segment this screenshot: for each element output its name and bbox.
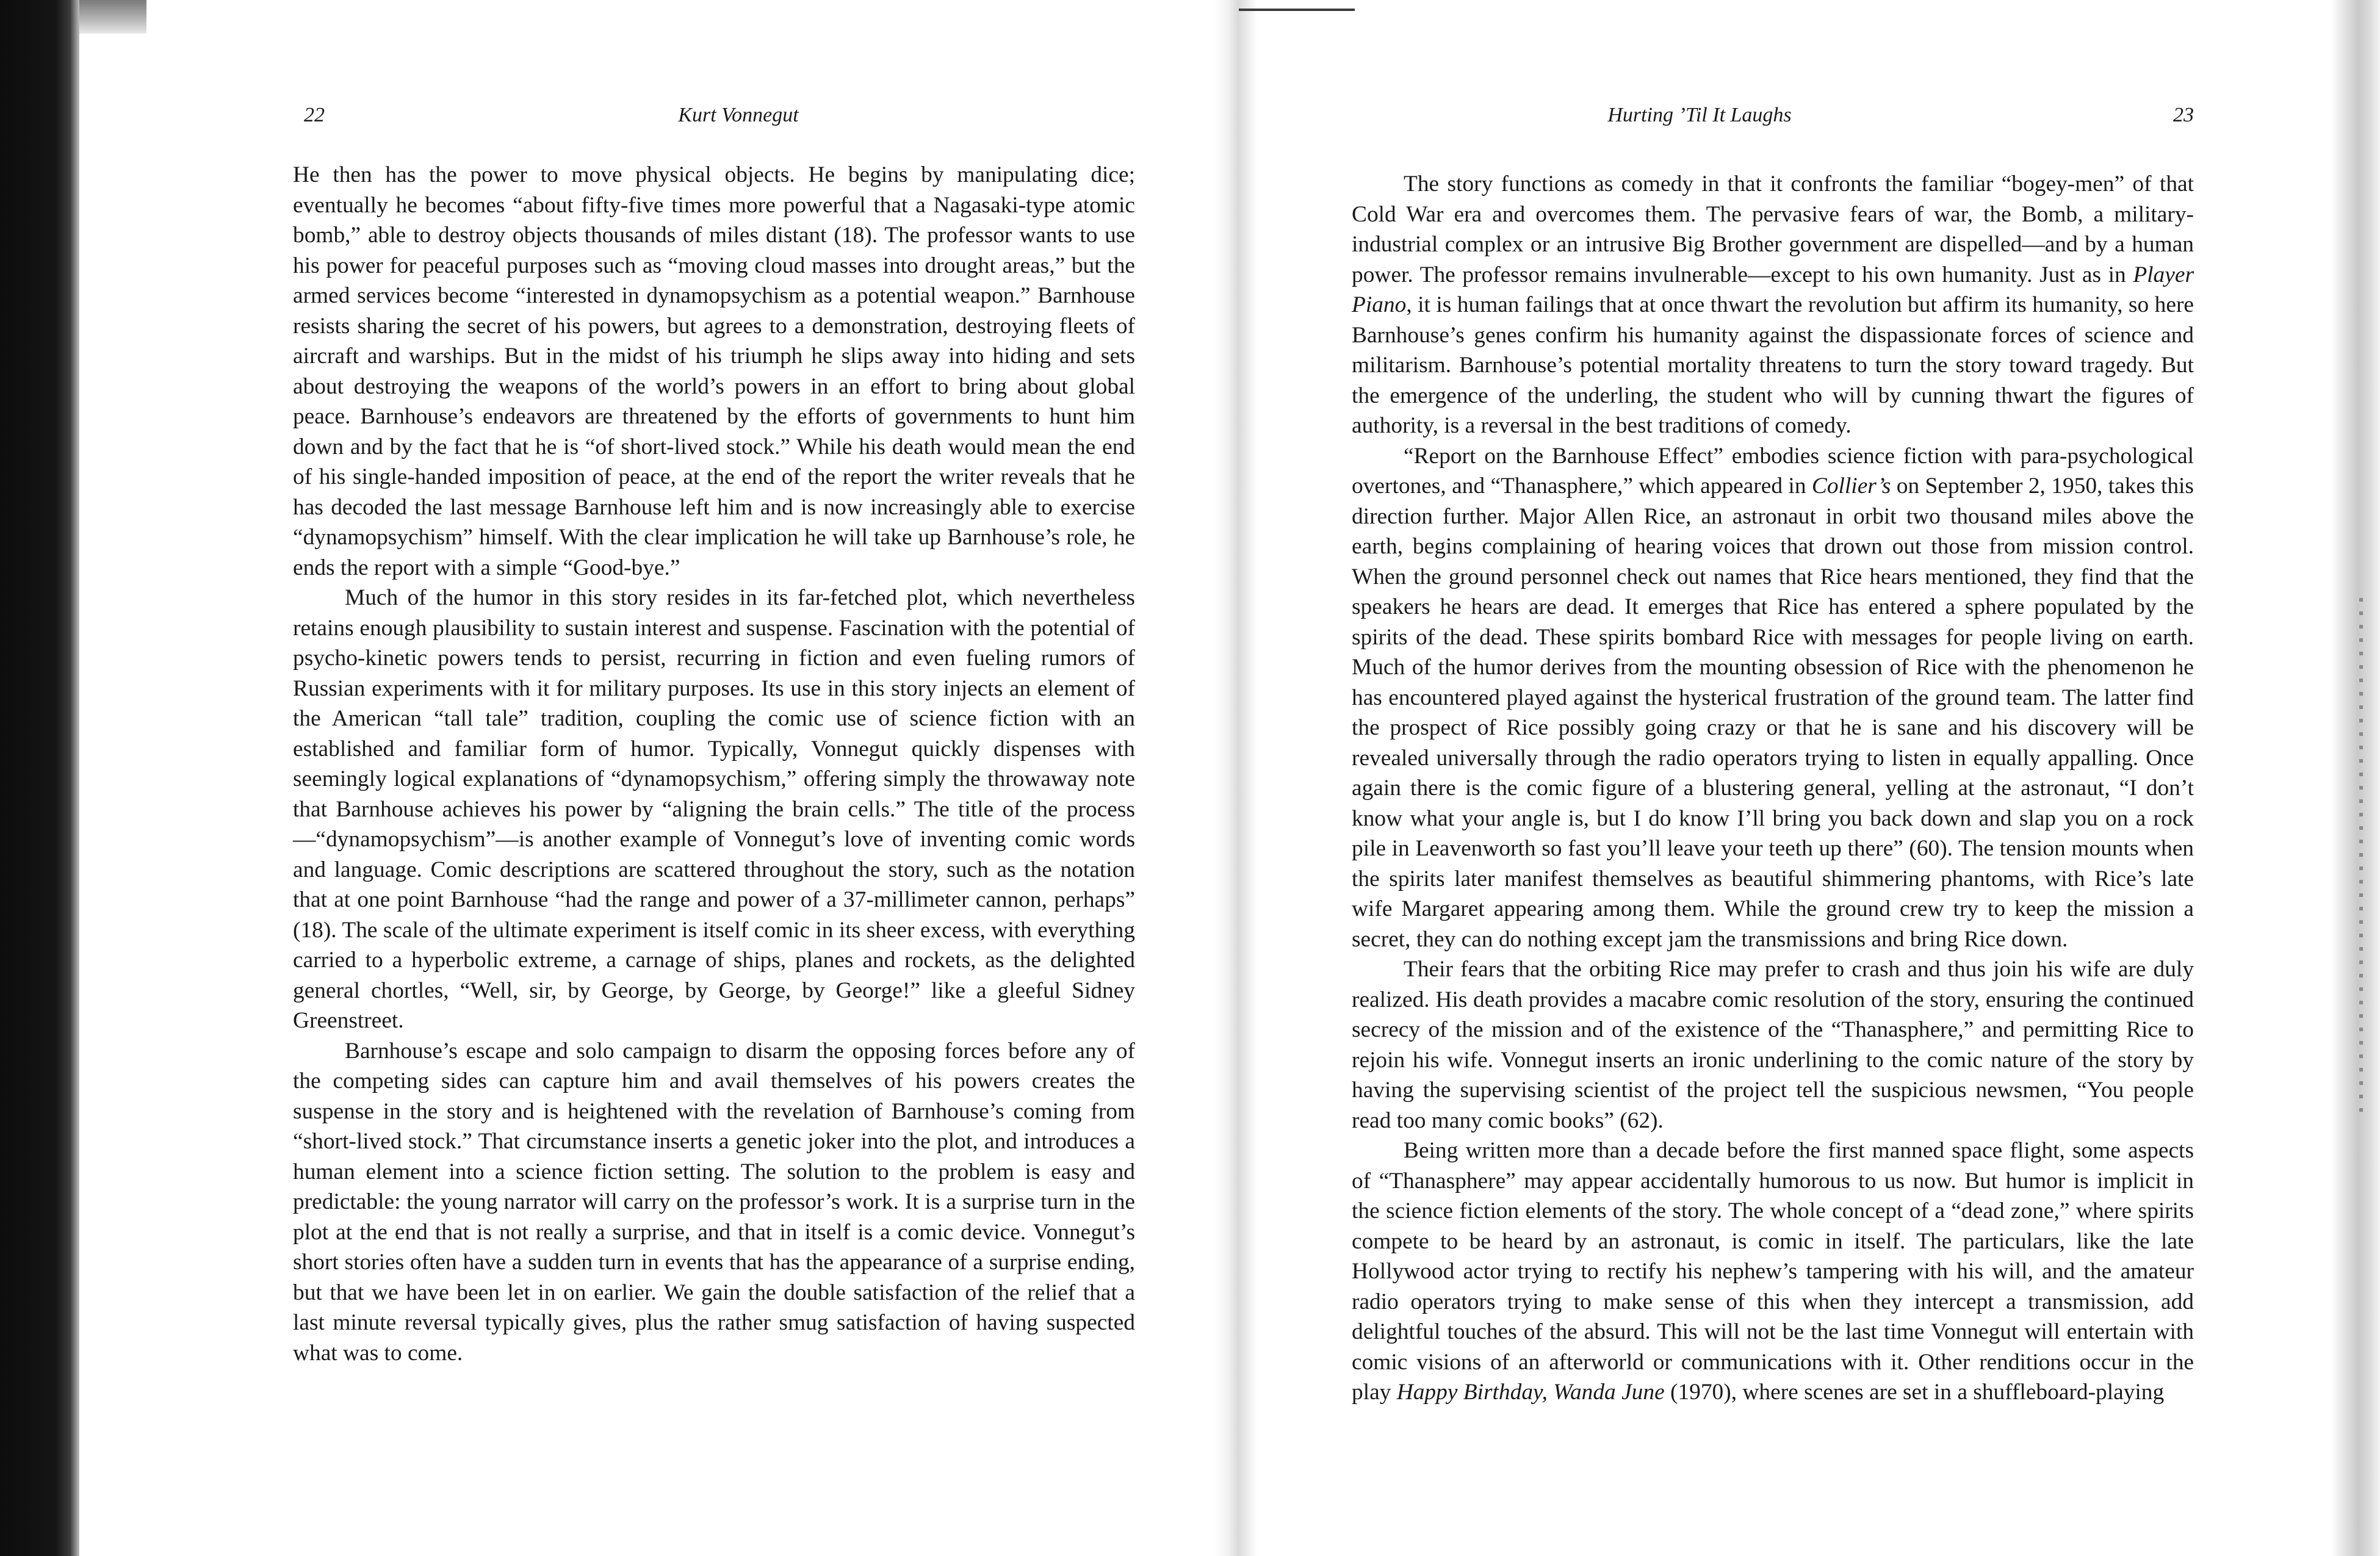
magazine-title: Collier’s (1811, 474, 1891, 499)
paragraph-text: (1970), where scenes are set in a shuffleboard-playing (1664, 1380, 2165, 1405)
paragraph-text: Being written more than a decade before the first manned space flight, some aspects of “Thanasphere” may appear accidentally humorous to us now. But humor is implicit in the science fiction elements of the story. The whole concept of a “dead zone,” where spirits compete to be heard by an astronaut, is comic in itself. The particulars, like the late Hollywood actor trying to rectify his nephew’s tampering with his will, and the amateur radio operators trying to make sense of this when they intercept a transmission, add delightful touches of the absurd. This will not be the last time Vonnegut will entertain with comic visions of an afterworld or communications with it. Other renditions occur in the play (1352, 1138, 2194, 1405)
book-title: Player Piano (1352, 262, 2194, 317)
book-gutter (1214, 0, 1257, 1556)
paragraph (1352, 1136, 2194, 1408)
paragraph: Barnhouse’s escape and solo campaign to disarm the opposing forces before any of the competing sides can capture him and avail themselves of his powers creates the suspense in the story and is heightened with the revelation of Barnhouse’s coming from “short-lived stock.” That circumstance inserts a genetic joker into the plot, and introduces a human element into a science fiction setting. The solution to the problem is easy and predictable: the young narrator will carry on the professor’s work. It is a surprise turn in the plot at the end that is not really a surprise, and that in itself is a comic device. Vonnegut’s short stories often have a sudden turn in events that has the appearance of a surprise ending, but that we have been let in on earlier. We gain the double satisfaction of the relief that a last minute reversal typically gives, plus the rather smug satisfaction of having suspected what was to come. (293, 1038, 1135, 1366)
page-edge-marks (2359, 598, 2363, 1117)
page-corner-shadow (79, 0, 146, 34)
running-head: Kurt Vonnegut (678, 104, 799, 126)
page-edge-shadow (2331, 0, 2380, 1556)
paragraph-text: Their fears that the orbiting Rice may prefer to crash and thus join his wife are duly realized. His death provides a macabre comic resolution of the story, ensuring the continued secrecy of the mission and of the existence of the “Thanasphere,” and permitting Rice to rejoin his wife. Vonnegut inserts an ironic underlining to the comic nature of the story by having the supervising scientist of the project tell the suspicious newsmen, “You people read too many comic books” (62). (1352, 957, 2194, 1133)
page-number: 23 (2173, 104, 2194, 126)
paragraph (1352, 954, 2194, 1136)
paragraph (1352, 441, 2194, 955)
paragraph-text: , it is human failings that at once thwart the revolution but affirm its humanity, so here Barnhouse’s genes confirm his humanity against the dispassionate forces of science and militarism. Barnhouse’s potential mortality threatens to turn the story toward tragedy. But the emergence of the underling, the student who will by cunning thwart the figures of authority, is a reversal in the best traditions of comedy. (1352, 292, 2194, 438)
left-page-header (293, 104, 1135, 140)
paragraph: He then has the power to move physical objects. He begins by manipulating dice; eventually he becomes “about fifty-five times more powerful that a Nagasaki-type atomic bomb,” able to destroy objects thousands of miles distant (18). The professor wants to use his power for peaceful purposes such as “moving cloud masses into drought areas,” but the armed services become “interested in dynamopsychism as a potential weapon.” Barnhouse resists sharing the secret of his powers, but agrees to a demonstration, destroying fleets of aircraft and warships. But in the midst of his triumph he slips away into hiding and sets about destroying the weapons of the world’s powers in an effort to bring about global peace. Barnhouse’s endeavors are threatened by the efforts of governments to hunt him down and by the fact that he is “of short-lived stock.” While his death would mean the end of his single-handed imposition of peace, at the end of the report the writer reveals that he has decoded the last message Barnhouse left him and is now increasingly able to exercise “dynamopsychism” himself. With the clear implication he will take up Barnhouse’s role, he ends the report with a simple “Good-bye.” (293, 162, 1135, 580)
paragraph: Much of the humor in this story resides in its far-fetched plot, which nevertheless retains enough plausibility to sustain interest and suspense. Fascination with the potential of psycho-kinetic powers tends to persist, recurring in fiction and even fueling rumors of Russian experiments with it for military purposes. Its use in this story injects an element of the American “tall tale” tradition, coupling the comic use of science fiction with an established and familiar form of humor. Typically, Vonnegut quickly dispenses with seemingly logical explanations of “dynamopsychism,” offering simply the throwaway note that Barnhouse achieves his power by “aligning the brain cells.” The title of the process—“dynamopsychism”—is another example of Vonnegut’s love of inventing comic words and language. Comic descriptions are scattered throughout the story, such as the notation that at one point Barnhouse “had the range and power of a 37-millimeter cannon, perhaps” (18). The scale of the ultimate experiment is itself comic in its sheer excess, with everything carried to a hyperbolic extreme, a carnage of ships, planes and rockets, as the delighted general chortles, “Well, sir, by George, by George, by George!” like a gleeful Sidney Greenstreet. (293, 585, 1135, 1033)
play-title: Happy Birthday, Wanda June (1396, 1380, 1665, 1405)
gutter-mark (1239, 9, 1355, 11)
right-page-body (1352, 169, 2194, 1408)
page-number: 22 (304, 104, 325, 126)
paragraph-text: on September 2, 1950, takes this direction further. Major Allen Rice, an astronaut in orbit two thousand miles above the earth, begins complaining of hearing voices that drown out those from mission control. When the ground personnel check out names that Rice hears mentioned, they find that the speakers he hears are dead. It emerges that Rice has entered a sphere populated by the spirits of the dead. These spirits bombard Rice with messages for people living on earth. Much of the humor derives from the mounting obsession of Rice with the phenomenon he has encountered played against the hysterical frustration of the ground team. The latter find the prospect of Rice possibly going crazy or that he is sane and his discovery will be revealed universally through the radio operators trying to listen in equally appalling. Once again there is the comic figure of a blustering general, yelling at the astronaut, “I don’t know what your angle is, but I do know I’ll bring you back down and slap you on a rock pile in Leavenworth so fast you’ll leave your teeth up there” (60). The tension mounts when the spirits later manifest themselves as beautiful shimmering phantoms, with Rice’s late wife Margaret appearing among them. While the ground crew try to keep the mission a secret, they can do nothing except jam the transmissions and bring Rice down. (1352, 474, 2194, 952)
paragraph-text: “Report on the Barnhouse Effect” embodies science fiction with para-psychological overtones, and “Thanasphere,” which appeared in (1352, 443, 2194, 499)
book-spine-shadow (0, 0, 79, 1556)
left-page (293, 0, 1135, 1556)
right-page (1352, 0, 2194, 1556)
running-head: Hurting ’Til It Laughs (1607, 104, 1792, 126)
paragraph-text: The story functions as comedy in that it confronts the familiar “bogey-men” of that Cold War era and overcomes them. The pervasive fears of war, the Bomb, a military-industrial complex or an intrusive Big Brother government are dispelled—and by a human power. The professor remains invulnerable—except to his own humanity. Just as in (1352, 171, 2194, 287)
paragraph (1352, 169, 2194, 441)
right-page-header (1352, 104, 2194, 140)
left-page-body (293, 160, 1135, 1368)
